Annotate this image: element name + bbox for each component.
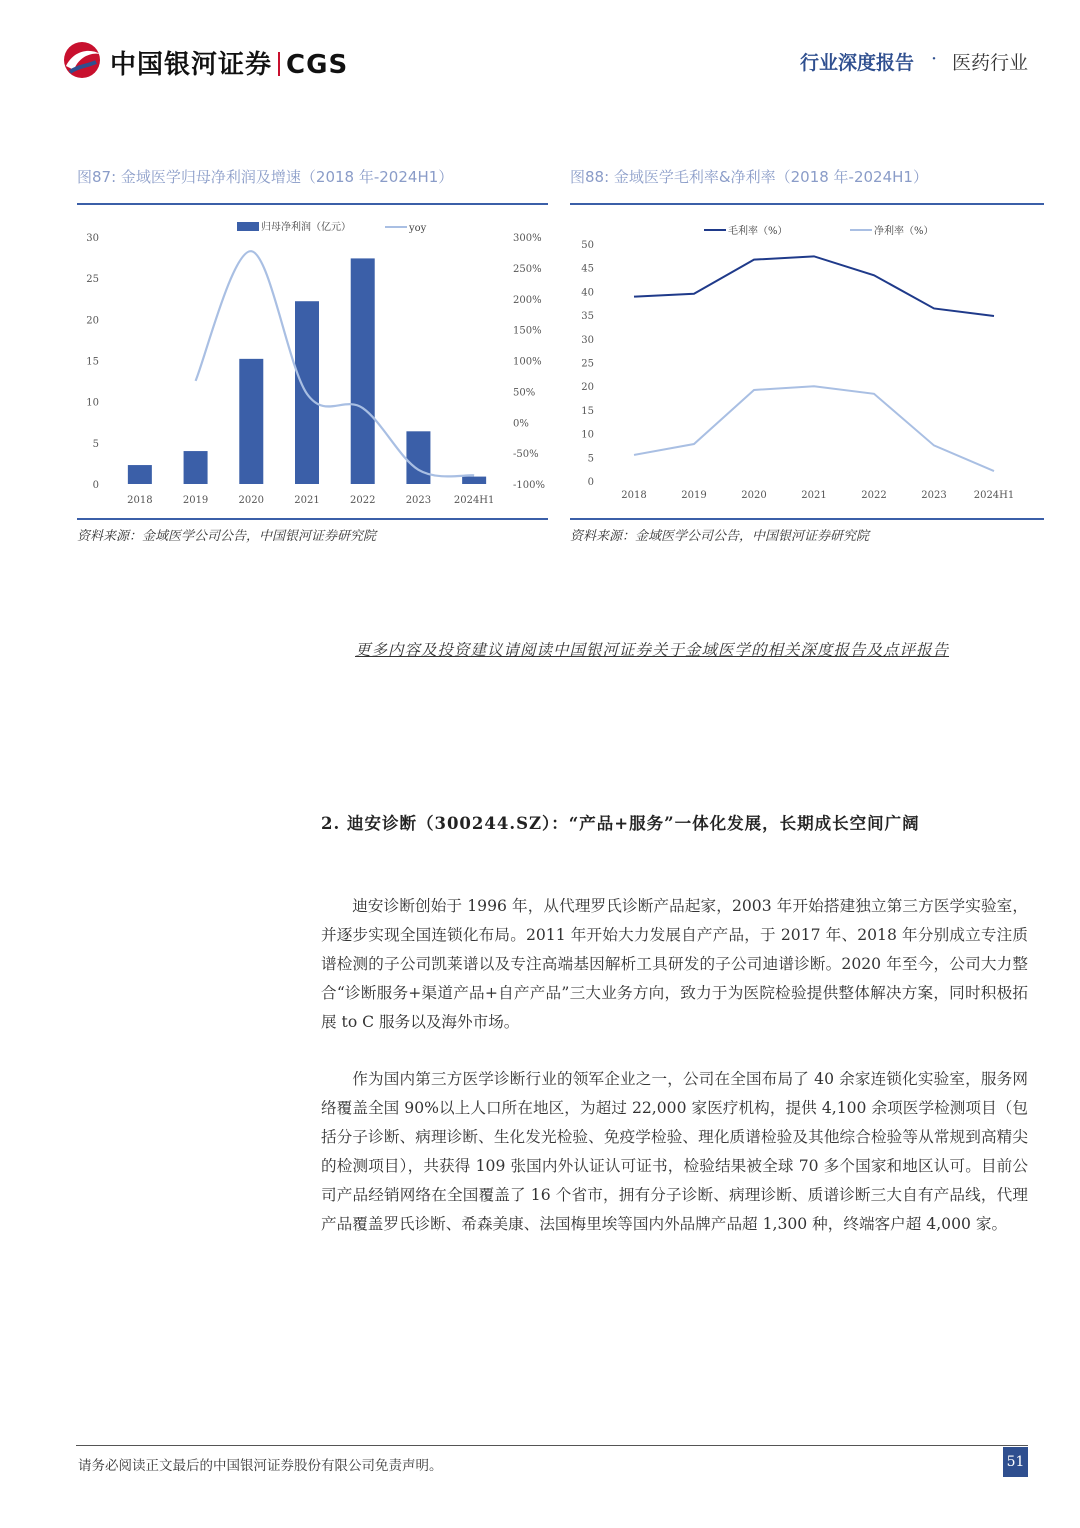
x-tick-label: 2021 — [294, 495, 320, 506]
footer-rule — [76, 1445, 1028, 1446]
figure-87-bottom-rule — [77, 518, 548, 520]
brand-abbrev: CGS — [286, 50, 349, 80]
figure-88-top-rule — [570, 203, 1044, 205]
y-tick-label: 15 — [86, 356, 99, 368]
y-tick-label: 30 — [581, 334, 594, 346]
x-tick-label: 2022 — [349, 495, 376, 506]
gross-margin-line — [634, 256, 994, 316]
x-tick-label: 2019 — [681, 490, 707, 501]
net-margin-line — [634, 386, 994, 471]
legend-swatch-bar — [237, 222, 259, 231]
y-tick-label: 0 — [92, 480, 99, 491]
y-tick-label: 5 — [92, 438, 99, 450]
bar — [128, 465, 152, 484]
brand-logo-text — [110, 44, 348, 81]
y2-tick-label: -50% — [513, 449, 539, 461]
more-reports-link[interactable]: 更多内容及投资建议请阅读中国银河证券关于金域医学的相关深度报告及点评报告 — [355, 641, 950, 659]
y2-tick-label: 100% — [513, 356, 542, 368]
y2-tick-label: 150% — [513, 325, 542, 337]
y2-tick-label: 300% — [513, 233, 542, 244]
y-tick-label: 35 — [581, 311, 594, 323]
x-tick-label: 2018 — [621, 490, 647, 501]
x-tick-label: 2024H1 — [973, 490, 1015, 501]
x-tick-label: 2020 — [741, 490, 767, 501]
legend-label: 归母净利润（亿元） — [261, 222, 351, 233]
y-tick-label: 25 — [86, 274, 99, 286]
y-tick-label: 0 — [587, 477, 594, 488]
cgs-logo-icon — [60, 40, 104, 80]
footer-disclaimer: 请务必阅读正文最后的中国银河证券股份有限公司免责声明。 — [78, 1458, 443, 1474]
yoy-line — [196, 251, 475, 476]
figure-88-title: 图88: 金域医学毛利率&净利率（2018 年-2024H1） — [570, 168, 928, 186]
bar — [462, 477, 486, 484]
figure-87-chart — [77, 206, 548, 518]
section-heading: 2. 迪安诊断（300244.SZ）：“产品+服务”一体化发展，长期成长空间广阔 — [321, 814, 920, 833]
x-tick-label: 2024H1 — [453, 495, 495, 506]
body-paragraph: 作为国内第三方医学诊断行业的领军企业之一，公司在全国布局了 40 余家连锁化实验室，服务网络覆盖全国 90%以上人口所在地区，为超过 22,000 家医疗机构，提供 4,100 余项医学检测项目（包括分子诊断、病理诊断、生化发光检验、免疫学检验、理化质谱检验及其他综合检验等从常规到高精尖的检测项目），共获得 109 张国内外认证认可证书，检验结果被全球 70 多个国家和地区认可。目前公司产品经销网络在全国覆盖了 16 个省市，拥有分子诊断、病理诊断、质谱诊断三大自有产品线，代理产品覆盖罗氏诊断、希森美康、法国梅里埃等国内外品牌产品超 1,300 种，终端客户超 4,000 家。 — [321, 1070, 1028, 1233]
figure-87-source: 资料来源：金域医学公司公告，中国银河证券研究院 — [77, 529, 377, 544]
y2-tick-label: 200% — [513, 294, 542, 306]
y2-tick-label: -100% — [513, 480, 545, 491]
y-tick-label: 45 — [581, 263, 594, 275]
y2-tick-label: 50% — [513, 387, 536, 399]
y-tick-label: 10 — [86, 397, 99, 409]
x-tick-label: 2022 — [861, 490, 887, 501]
legend-label: 毛利率（%） — [728, 226, 788, 237]
y-tick-label: 25 — [581, 358, 594, 370]
figure-88-bottom-rule — [570, 518, 1044, 520]
legend-label: yoy — [409, 223, 427, 234]
x-tick-label: 2020 — [238, 495, 265, 506]
bar — [239, 359, 263, 484]
legend-label: 净利率（%） — [874, 226, 934, 237]
x-tick-label: 2023 — [921, 490, 947, 501]
industry-label: 医药行业 — [951, 52, 1028, 74]
bar — [184, 451, 208, 484]
y-tick-label: 15 — [581, 405, 594, 417]
x-tick-label: 2019 — [182, 495, 209, 506]
y2-tick-label: 250% — [513, 263, 542, 275]
bar — [351, 258, 375, 484]
y2-tick-label: 0% — [513, 418, 529, 430]
y-tick-label: 20 — [86, 315, 99, 327]
figure-88-chart — [570, 206, 1044, 518]
report-type: 行业深度报告 — [799, 52, 914, 74]
y-tick-label: 30 — [86, 233, 99, 244]
x-tick-label: 2018 — [127, 495, 153, 506]
figure-87-title: 图87: 金域医学归母净利润及增速（2018 年-2024H1） — [77, 168, 454, 186]
brand-name: 中国银河证券 — [110, 50, 273, 80]
y-tick-label: 10 — [581, 429, 594, 441]
page-number: 51 — [1003, 1447, 1028, 1477]
body-paragraph: 迪安诊断创始于 1996 年，从代理罗氏诊断产品起家，2003 年开始搭建独立第三方医学实验室，并逐步实现全国连锁化布局。2011 年开始大力发展自产产品，于 2017 年、2018 年分别成立专注质谱检测的子公司凯莱谱以及专注高端基因解析工具研发的子公司迪谱诊断。2020 年至今，公司大力整合“诊断服务+渠道产品+自产产品”三大业务方向，致力于为医院检验提供整体解决方案，同时积极拓展 to C 服务以及海外市场。 — [321, 897, 1028, 1031]
x-tick-label: 2021 — [801, 490, 827, 501]
figure-87-top-rule — [77, 203, 548, 205]
y-tick-label: 50 — [581, 240, 594, 251]
figure-88-source: 资料来源：金域医学公司公告，中国银河证券研究院 — [570, 529, 870, 544]
y-tick-label: 20 — [581, 382, 594, 394]
header-separator: · — [930, 48, 937, 70]
x-tick-label: 2023 — [405, 495, 432, 506]
brand-divider — [278, 52, 280, 76]
y-tick-label: 40 — [581, 287, 594, 299]
y-tick-label: 5 — [587, 453, 594, 465]
bar — [406, 431, 430, 484]
